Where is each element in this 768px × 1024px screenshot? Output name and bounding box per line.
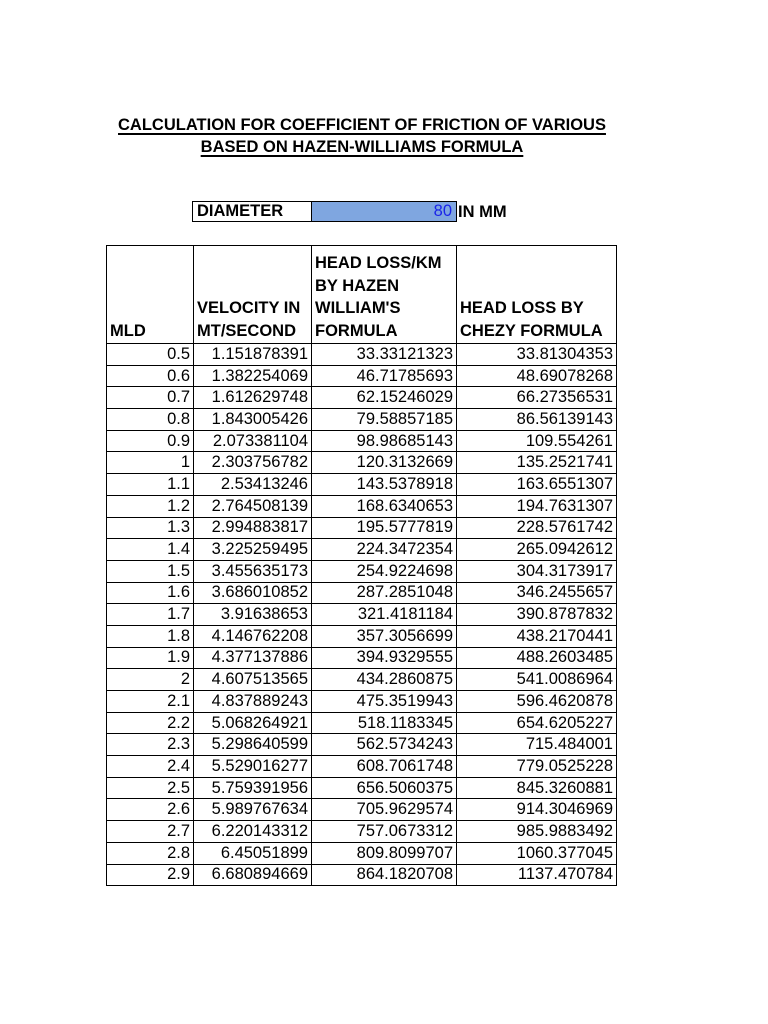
hazen-head-loss-cell[interactable]: 62.15246029 [312, 387, 457, 409]
velocity-cell[interactable]: 5.759391956 [194, 777, 312, 799]
diameter-input-row [192, 201, 507, 225]
velocity-cell[interactable]: 1.151878391 [194, 344, 312, 366]
mld-cell[interactable]: 2 [107, 669, 194, 691]
chezy-head-loss-cell[interactable]: 1137.470784 [457, 864, 617, 886]
velocity-cell[interactable]: 1.843005426 [194, 409, 312, 431]
chezy-head-loss-cell[interactable]: 541.0086964 [457, 669, 617, 691]
table-row [107, 387, 617, 409]
table-row [107, 799, 617, 821]
hazen-head-loss-cell[interactable]: 224.3472354 [312, 539, 457, 561]
chezy-head-loss-cell[interactable]: 1060.377045 [457, 842, 617, 864]
mld-cell[interactable]: 1.7 [107, 604, 194, 626]
chezy-head-loss-cell[interactable]: 265.0942612 [457, 539, 617, 561]
chezy-head-loss-cell[interactable]: 715.484001 [457, 734, 617, 756]
hazen-head-loss-cell[interactable]: 864.1820708 [312, 864, 457, 886]
velocity-cell[interactable]: 5.989767634 [194, 799, 312, 821]
hazen-head-loss-cell[interactable]: 357.3056699 [312, 625, 457, 647]
chezy-head-loss-cell[interactable]: 845.3260881 [457, 777, 617, 799]
chezy-head-loss-cell[interactable]: 304.3173917 [457, 560, 617, 582]
column-header-hazen-head-loss: HEAD LOSS/KM BY HAZEN WILLIAM'S FORMULA [312, 246, 457, 344]
column-header-chezy-head-loss: HEAD LOSS BY CHEZY FORMULA [457, 246, 617, 344]
mld-cell[interactable]: 1.9 [107, 647, 194, 669]
chezy-head-loss-cell[interactable]: 390.8787832 [457, 604, 617, 626]
velocity-cell[interactable]: 3.91638653 [194, 604, 312, 626]
hazen-head-loss-cell[interactable]: 143.5378918 [312, 474, 457, 496]
hazen-head-loss-cell[interactable]: 608.7061748 [312, 756, 457, 778]
table-row [107, 430, 617, 452]
chezy-head-loss-cell[interactable]: 33.81304353 [457, 344, 617, 366]
table-row [107, 365, 617, 387]
velocity-cell[interactable]: 6.220143312 [194, 821, 312, 843]
velocity-cell[interactable]: 2.303756782 [194, 452, 312, 474]
table-row [107, 691, 617, 713]
mld-cell[interactable]: 0.9 [107, 430, 194, 452]
mld-cell[interactable]: 1.1 [107, 474, 194, 496]
chezy-head-loss-cell[interactable]: 86.56139143 [457, 409, 617, 431]
mld-cell[interactable]: 1.6 [107, 582, 194, 604]
mld-cell[interactable]: 1.2 [107, 495, 194, 517]
table-row [107, 756, 617, 778]
velocity-cell[interactable]: 3.455635173 [194, 560, 312, 582]
mld-cell[interactable]: 1.4 [107, 539, 194, 561]
column-header-mld: MLD [107, 246, 194, 344]
table-row [107, 712, 617, 734]
mld-cell[interactable]: 2.4 [107, 756, 194, 778]
mld-cell[interactable]: 1.5 [107, 560, 194, 582]
table-row [107, 864, 617, 886]
hazen-head-loss-cell[interactable]: 321.4181184 [312, 604, 457, 626]
chezy-head-loss-cell[interactable]: 163.6551307 [457, 474, 617, 496]
velocity-cell[interactable]: 5.068264921 [194, 712, 312, 734]
chezy-head-loss-cell[interactable]: 914.3046969 [457, 799, 617, 821]
hazen-head-loss-cell[interactable]: 33.33121323 [312, 344, 457, 366]
table-row [107, 625, 617, 647]
table-row [107, 517, 617, 539]
column-header-velocity: VELOCITY IN MT/SECOND [194, 246, 312, 344]
chezy-head-loss-cell[interactable]: 596.4620878 [457, 691, 617, 713]
hazen-head-loss-cell[interactable]: 46.71785693 [312, 365, 457, 387]
hazen-head-loss-cell[interactable]: 434.2860875 [312, 669, 457, 691]
hazen-head-loss-cell[interactable]: 98.98685143 [312, 430, 457, 452]
diameter-value-cell[interactable]: 80 [312, 202, 457, 222]
hazen-head-loss-cell[interactable]: 120.3132669 [312, 452, 457, 474]
table-row [107, 647, 617, 669]
table-row [107, 409, 617, 431]
table-row [107, 344, 617, 366]
mld-cell[interactable]: 1.3 [107, 517, 194, 539]
table-row [107, 777, 617, 799]
velocity-cell[interactable]: 4.377137886 [194, 647, 312, 669]
table-row [107, 539, 617, 561]
document-subtitle: BASED ON HAZEN-WILLIAMS FORMULA [200, 138, 524, 156]
mld-cell[interactable]: 1.8 [107, 625, 194, 647]
chezy-head-loss-cell[interactable]: 48.69078268 [457, 365, 617, 387]
mld-cell[interactable]: 1 [107, 452, 194, 474]
velocity-cell[interactable]: 5.529016277 [194, 756, 312, 778]
velocity-cell[interactable]: 5.298640599 [194, 734, 312, 756]
table-row [107, 604, 617, 626]
hazen-head-loss-cell[interactable]: 656.5060375 [312, 777, 457, 799]
mld-cell[interactable]: 2.1 [107, 691, 194, 713]
hazen-head-loss-cell[interactable]: 168.6340653 [312, 495, 457, 517]
chezy-head-loss-cell[interactable]: 194.7631307 [457, 495, 617, 517]
chezy-head-loss-cell[interactable]: 438.2170441 [457, 625, 617, 647]
velocity-cell[interactable]: 2.073381104 [194, 430, 312, 452]
hazen-head-loss-cell[interactable]: 394.9329555 [312, 647, 457, 669]
velocity-cell[interactable]: 6.680894669 [194, 864, 312, 886]
mld-cell[interactable]: 0.5 [107, 344, 194, 366]
hazen-head-loss-cell[interactable]: 562.5734243 [312, 734, 457, 756]
hazen-head-loss-cell[interactable]: 757.0673312 [312, 821, 457, 843]
document-title: CALCULATION FOR COEFFICIENT OF FRICTION OF VARIOUS [118, 116, 606, 134]
table-row [107, 474, 617, 496]
chezy-head-loss-cell[interactable]: 135.2521741 [457, 452, 617, 474]
table-row [107, 821, 617, 843]
table-row [107, 452, 617, 474]
mld-cell[interactable]: 2.6 [107, 799, 194, 821]
table-row [107, 495, 617, 517]
mld-cell[interactable]: 0.7 [107, 387, 194, 409]
velocity-cell[interactable]: 1.382254069 [194, 365, 312, 387]
mld-cell[interactable]: 2.8 [107, 842, 194, 864]
velocity-cell[interactable]: 6.45051899 [194, 842, 312, 864]
velocity-cell[interactable]: 2.994883817 [194, 517, 312, 539]
table-row [107, 842, 617, 864]
chezy-head-loss-cell[interactable]: 654.6205227 [457, 712, 617, 734]
hazen-head-loss-cell[interactable]: 254.9224698 [312, 560, 457, 582]
velocity-cell[interactable]: 4.837889243 [194, 691, 312, 713]
mld-cell[interactable]: 0.6 [107, 365, 194, 387]
mld-cell[interactable]: 2.9 [107, 864, 194, 886]
hazen-head-loss-cell[interactable]: 809.8099707 [312, 842, 457, 864]
velocity-cell[interactable]: 1.612629748 [194, 387, 312, 409]
mld-cell[interactable]: 2.5 [107, 777, 194, 799]
header-row [107, 246, 617, 344]
hazen-head-loss-cell[interactable]: 518.1183345 [312, 712, 457, 734]
table-row [107, 669, 617, 691]
hazen-head-loss-cell[interactable]: 79.58857185 [312, 409, 457, 431]
table-row [107, 582, 617, 604]
chezy-head-loss-cell[interactable]: 985.9883492 [457, 821, 617, 843]
mld-cell[interactable]: 0.8 [107, 409, 194, 431]
chezy-head-loss-cell[interactable]: 66.27356531 [457, 387, 617, 409]
velocity-cell[interactable]: 3.686010852 [194, 582, 312, 604]
velocity-cell[interactable]: 2.764508139 [194, 495, 312, 517]
table-row [107, 734, 617, 756]
results-table [106, 245, 617, 886]
velocity-cell[interactable]: 4.607513565 [194, 669, 312, 691]
diameter-label: DIAMETER [193, 202, 312, 222]
hazen-head-loss-cell[interactable]: 475.3519943 [312, 691, 457, 713]
hazen-head-loss-cell[interactable]: 705.9629574 [312, 799, 457, 821]
mld-cell[interactable]: 2.7 [107, 821, 194, 843]
chezy-head-loss-cell[interactable]: 228.5761742 [457, 517, 617, 539]
table-row [107, 560, 617, 582]
velocity-cell[interactable]: 2.53413246 [194, 474, 312, 496]
chezy-head-loss-cell[interactable]: 109.554261 [457, 430, 617, 452]
velocity-cell[interactable]: 4.146762208 [194, 625, 312, 647]
chezy-head-loss-cell[interactable]: 346.2455657 [457, 582, 617, 604]
mld-cell[interactable]: 2.2 [107, 712, 194, 734]
hazen-head-loss-cell[interactable]: 195.5777819 [312, 517, 457, 539]
chezy-head-loss-cell[interactable]: 779.0525228 [457, 756, 617, 778]
hazen-head-loss-cell[interactable]: 287.2851048 [312, 582, 457, 604]
mld-cell[interactable]: 2.3 [107, 734, 194, 756]
diameter-unit: IN MM [458, 203, 507, 221]
chezy-head-loss-cell[interactable]: 488.2603485 [457, 647, 617, 669]
velocity-cell[interactable]: 3.225259495 [194, 539, 312, 561]
